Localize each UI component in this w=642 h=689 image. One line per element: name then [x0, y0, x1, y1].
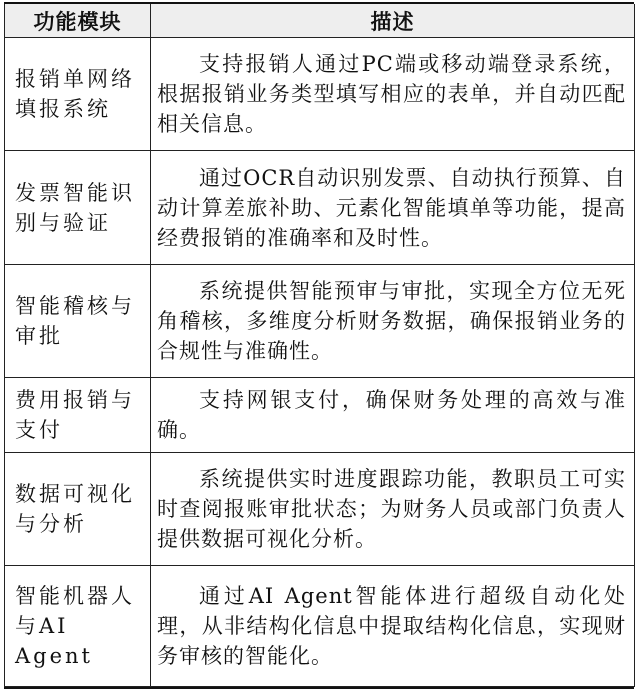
description-cell: 通过AI Agent智能体进行超级自动化处理，从非结构化信息中提取结构化信息，实现财务审核的智能化。: [151, 566, 635, 687]
module-cell: 数据可视化与分析: [5, 453, 151, 566]
table-body: [5, 38, 635, 687]
table-row: [5, 453, 635, 566]
header-description: 描述: [151, 4, 635, 38]
feature-table: [4, 4, 635, 687]
module-cell: 智能机器人与AI Agent: [5, 566, 151, 687]
table-row: [5, 151, 635, 265]
module-cell: 发票智能识别与验证: [5, 151, 151, 265]
header-module: 功能模块: [5, 4, 151, 38]
description-cell: 支持报销人通过PC端或移动端登录系统，根据报销业务类型填写相应的表单，并自动匹配相关信息。: [151, 38, 635, 151]
header-row: [5, 4, 635, 38]
description-cell: 支持网银支付，确保财务处理的高效与准确。: [151, 378, 635, 453]
table-row: [5, 265, 635, 378]
table-row: [5, 378, 635, 453]
table-header: [5, 4, 635, 38]
module-cell: 报销单网络填报系统: [5, 38, 151, 151]
feature-table-frame: [4, 2, 634, 689]
module-cell: 费用报销与支付: [5, 378, 151, 453]
description-cell: 系统提供智能预审与审批，实现全方位无死角稽核，多维度分析财务数据，确保报销业务的合规性与准确性。: [151, 265, 635, 378]
module-cell: 智能稽核与审批: [5, 265, 151, 378]
description-cell: 通过OCR自动识别发票、自动执行预算、自动计算差旅补助、元素化智能填单等功能，提高经费报销的准确率和及时性。: [151, 151, 635, 265]
table-row: [5, 38, 635, 151]
table-row: [5, 566, 635, 687]
description-cell: 系统提供实时进度跟踪功能，教职员工可实时查阅报账审批状态；为财务人员或部门负责人提供数据可视化分析。: [151, 453, 635, 566]
